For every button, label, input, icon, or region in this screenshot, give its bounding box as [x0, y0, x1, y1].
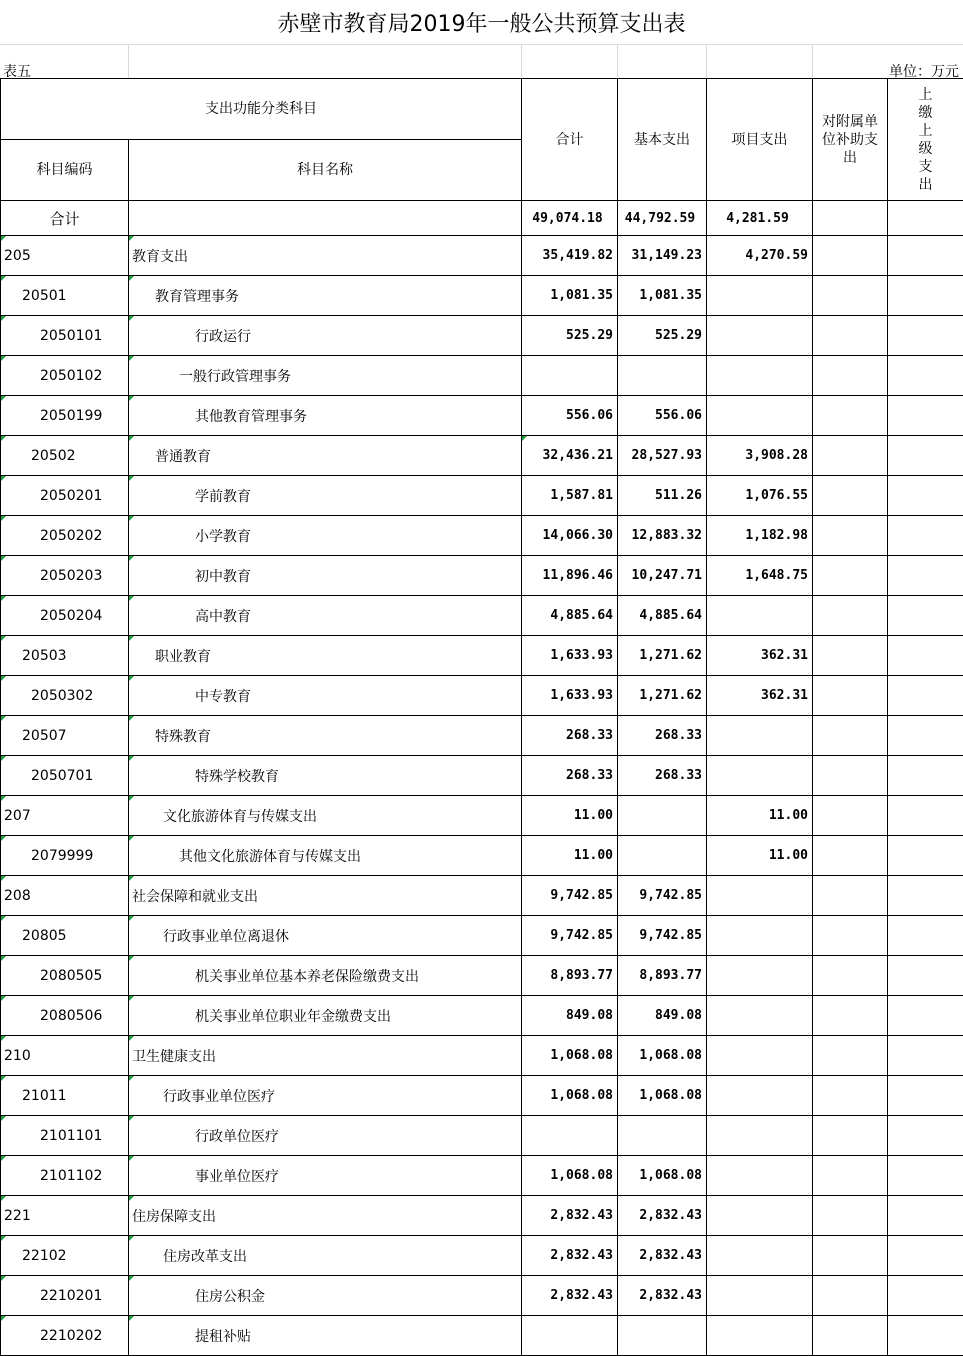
table-row — [1, 676, 963, 716]
row-total: 1,587.81 — [522, 476, 618, 516]
row-upper — [888, 876, 963, 916]
table-row — [1, 836, 963, 876]
header-function-group: 支出功能分类科目 — [1, 79, 522, 140]
table-row — [1, 1036, 963, 1076]
row-subsidy — [813, 596, 888, 636]
row-total: 1,068.08 — [522, 1036, 618, 1076]
table-row — [1, 436, 963, 476]
table-row — [1, 516, 963, 556]
row-total: 11.00 — [522, 836, 618, 876]
row-subsidy — [813, 276, 888, 316]
row-project — [707, 956, 813, 996]
row-basic: 1,271.62 — [618, 676, 707, 716]
table-row — [1, 356, 963, 396]
row-code: 2050102 — [1, 356, 129, 396]
row-upper — [888, 356, 963, 396]
row-subsidy — [813, 836, 888, 876]
row-project — [707, 716, 813, 756]
grid-divider — [812, 44, 813, 78]
row-name: 学前教育 — [129, 476, 522, 516]
total-row — [1, 201, 963, 236]
row-upper — [888, 796, 963, 836]
row-subsidy — [813, 1196, 888, 1236]
row-upper — [888, 1156, 963, 1196]
row-project — [707, 1196, 813, 1236]
table-row — [1, 756, 963, 796]
row-code: 2210201 — [1, 1276, 129, 1316]
row-project — [707, 1276, 813, 1316]
row-name: 提租补贴 — [129, 1316, 522, 1356]
row-subsidy — [813, 956, 888, 996]
row-upper — [888, 316, 963, 356]
table-title: 赤壁市教育局2019年一般公共预算支出表 — [0, 0, 963, 45]
row-basic: 2,832.43 — [618, 1236, 707, 1276]
row-total: 2,832.43 — [522, 1196, 618, 1236]
row-project: 4,270.59 — [707, 236, 813, 276]
row-subsidy — [813, 396, 888, 436]
row-subsidy — [813, 556, 888, 596]
row-basic: 4,885.64 — [618, 596, 707, 636]
row-upper — [888, 1116, 963, 1156]
row-project — [707, 356, 813, 396]
row-upper — [888, 1316, 963, 1356]
row-total — [522, 1116, 618, 1156]
row-project — [707, 756, 813, 796]
row-code: 20503 — [1, 636, 129, 676]
row-basic: 31,149.23 — [618, 236, 707, 276]
row-subsidy — [813, 1036, 888, 1076]
row-basic — [618, 356, 707, 396]
row-code: 2050701 — [1, 756, 129, 796]
row-name: 小学教育 — [129, 516, 522, 556]
table-row — [1, 1156, 963, 1196]
row-basic: 1,068.08 — [618, 1076, 707, 1116]
table-row — [1, 1236, 963, 1276]
row-total: 1,068.08 — [522, 1156, 618, 1196]
row-name: 高中教育 — [129, 596, 522, 636]
row-basic: 9,742.85 — [618, 916, 707, 956]
row-name: 行政事业单位离退休 — [129, 916, 522, 956]
row-total — [522, 1316, 618, 1356]
total-basic: 44,792.59 — [618, 201, 707, 236]
total-name-cell — [129, 201, 522, 236]
header-upper: 上缴上级支出 — [888, 79, 963, 201]
row-basic: 1,081.35 — [618, 276, 707, 316]
header-code: 科目编码 — [1, 140, 129, 201]
row-upper — [888, 716, 963, 756]
total-subsidy — [813, 201, 888, 236]
row-total: 1,081.35 — [522, 276, 618, 316]
row-project: 1,648.75 — [707, 556, 813, 596]
row-code: 2101101 — [1, 1116, 129, 1156]
row-name: 职业教育 — [129, 636, 522, 676]
row-name: 普通教育 — [129, 436, 522, 476]
row-code: 2080505 — [1, 956, 129, 996]
row-code: 2080506 — [1, 996, 129, 1036]
row-name: 社会保障和就业支出 — [129, 876, 522, 916]
row-basic — [618, 1116, 707, 1156]
grid-divider — [706, 44, 707, 78]
row-code: 2050202 — [1, 516, 129, 556]
table-row — [1, 236, 963, 276]
row-code: 205 — [1, 236, 129, 276]
row-basic: 268.33 — [618, 756, 707, 796]
row-project: 11.00 — [707, 836, 813, 876]
row-basic: 849.08 — [618, 996, 707, 1036]
total-project: 4,281.59 — [707, 201, 813, 236]
row-name: 机关事业单位基本养老保险缴费支出 — [129, 956, 522, 996]
row-code: 2050302 — [1, 676, 129, 716]
row-total: 11,896.46 — [522, 556, 618, 596]
row-total: 268.33 — [522, 756, 618, 796]
row-code: 210 — [1, 1036, 129, 1076]
row-subsidy — [813, 996, 888, 1036]
table-number: 表五 — [3, 64, 31, 80]
row-code: 2079999 — [1, 836, 129, 876]
row-basic: 1,068.08 — [618, 1036, 707, 1076]
grid-divider — [128, 44, 129, 78]
row-name: 文化旅游体育与传媒支出 — [129, 796, 522, 836]
row-name: 行政事业单位医疗 — [129, 1076, 522, 1116]
row-upper — [888, 1236, 963, 1276]
row-code: 20507 — [1, 716, 129, 756]
row-total: 1,633.93 — [522, 676, 618, 716]
row-upper — [888, 236, 963, 276]
row-subsidy — [813, 876, 888, 916]
row-basic — [618, 1316, 707, 1356]
row-upper — [888, 476, 963, 516]
row-name: 特殊教育 — [129, 716, 522, 756]
row-basic: 556.06 — [618, 396, 707, 436]
row-basic: 2,832.43 — [618, 1276, 707, 1316]
table-row — [1, 636, 963, 676]
row-project: 1,182.98 — [707, 516, 813, 556]
table-row — [1, 396, 963, 436]
row-total: 556.06 — [522, 396, 618, 436]
row-subsidy — [813, 1316, 888, 1356]
row-basic — [618, 836, 707, 876]
row-total: 32,436.21 — [522, 436, 618, 476]
row-subsidy — [813, 436, 888, 476]
row-upper — [888, 1076, 963, 1116]
row-subsidy — [813, 636, 888, 676]
table-row — [1, 876, 963, 916]
row-project — [707, 276, 813, 316]
row-total: 14,066.30 — [522, 516, 618, 556]
row-code: 22102 — [1, 1236, 129, 1276]
row-code: 208 — [1, 876, 129, 916]
row-upper — [888, 956, 963, 996]
row-upper — [888, 996, 963, 1036]
table-row — [1, 796, 963, 836]
row-name: 住房公积金 — [129, 1276, 522, 1316]
row-code: 20501 — [1, 276, 129, 316]
row-code: 20805 — [1, 916, 129, 956]
row-total: 525.29 — [522, 316, 618, 356]
row-subsidy — [813, 1236, 888, 1276]
row-project: 1,076.55 — [707, 476, 813, 516]
row-project — [707, 396, 813, 436]
row-name: 教育支出 — [129, 236, 522, 276]
row-subsidy — [813, 796, 888, 836]
row-code: 21011 — [1, 1076, 129, 1116]
row-project — [707, 916, 813, 956]
table-row — [1, 1076, 963, 1116]
row-name: 卫生健康支出 — [129, 1036, 522, 1076]
row-total: 1,633.93 — [522, 636, 618, 676]
row-code: 2050203 — [1, 556, 129, 596]
table-row — [1, 276, 963, 316]
row-subsidy — [813, 316, 888, 356]
row-upper — [888, 1036, 963, 1076]
row-upper — [888, 596, 963, 636]
row-project: 11.00 — [707, 796, 813, 836]
row-code: 207 — [1, 796, 129, 836]
row-name: 住房保障支出 — [129, 1196, 522, 1236]
row-total — [522, 356, 618, 396]
row-name: 行政运行 — [129, 316, 522, 356]
row-upper — [888, 676, 963, 716]
row-name: 中专教育 — [129, 676, 522, 716]
row-basic: 1,068.08 — [618, 1156, 707, 1196]
row-name: 其他文化旅游体育与传媒支出 — [129, 836, 522, 876]
table-row — [1, 476, 963, 516]
header-basic: 基本支出 — [618, 79, 707, 201]
row-project — [707, 1156, 813, 1196]
row-code: 2050101 — [1, 316, 129, 356]
table-row — [1, 1116, 963, 1156]
row-upper — [888, 836, 963, 876]
row-code: 2101102 — [1, 1156, 129, 1196]
row-name: 特殊学校教育 — [129, 756, 522, 796]
row-upper — [888, 396, 963, 436]
row-project: 362.31 — [707, 636, 813, 676]
unit-label: 单位：万元 — [889, 64, 959, 80]
row-subsidy — [813, 1276, 888, 1316]
row-name: 行政单位医疗 — [129, 1116, 522, 1156]
table-row — [1, 716, 963, 756]
row-basic: 9,742.85 — [618, 876, 707, 916]
row-total: 2,832.43 — [522, 1276, 618, 1316]
row-subsidy — [813, 716, 888, 756]
row-project: 3,908.28 — [707, 436, 813, 476]
row-basic: 8,893.77 — [618, 956, 707, 996]
row-upper — [888, 276, 963, 316]
row-subsidy — [813, 1156, 888, 1196]
total-upper — [888, 201, 963, 236]
row-total: 2,832.43 — [522, 1236, 618, 1276]
grid-divider — [617, 44, 618, 78]
row-code: 2210202 — [1, 1316, 129, 1356]
row-project — [707, 1316, 813, 1356]
row-upper — [888, 1276, 963, 1316]
row-upper — [888, 756, 963, 796]
table-row — [1, 1196, 963, 1236]
row-project — [707, 876, 813, 916]
row-total: 11.00 — [522, 796, 618, 836]
row-upper — [888, 916, 963, 956]
row-project — [707, 596, 813, 636]
row-total: 4,885.64 — [522, 596, 618, 636]
row-total: 849.08 — [522, 996, 618, 1036]
row-upper — [888, 556, 963, 596]
row-project — [707, 1236, 813, 1276]
total-amount: 49,074.18 — [522, 201, 618, 236]
row-subsidy — [813, 1076, 888, 1116]
header-total: 合计 — [522, 79, 618, 201]
budget-table — [0, 78, 963, 1356]
row-upper — [888, 436, 963, 476]
row-subsidy — [813, 676, 888, 716]
row-name: 初中教育 — [129, 556, 522, 596]
row-subsidy — [813, 1116, 888, 1156]
row-basic: 10,247.71 — [618, 556, 707, 596]
row-name: 住房改革支出 — [129, 1236, 522, 1276]
table-row — [1, 316, 963, 356]
row-name: 其他教育管理事务 — [129, 396, 522, 436]
row-name: 事业单位医疗 — [129, 1156, 522, 1196]
row-subsidy — [813, 236, 888, 276]
header-project: 项目支出 — [707, 79, 813, 201]
row-project — [707, 1116, 813, 1156]
row-code: 2050204 — [1, 596, 129, 636]
row-upper — [888, 1196, 963, 1236]
row-project — [707, 996, 813, 1036]
row-basic: 511.26 — [618, 476, 707, 516]
row-total: 9,742.85 — [522, 876, 618, 916]
row-name: 机关事业单位职业年金缴费支出 — [129, 996, 522, 1036]
header-name: 科目名称 — [129, 140, 522, 201]
row-subsidy — [813, 356, 888, 396]
row-code: 2050201 — [1, 476, 129, 516]
table-row — [1, 556, 963, 596]
row-code: 2050199 — [1, 396, 129, 436]
row-name: 教育管理事务 — [129, 276, 522, 316]
row-code: 20502 — [1, 436, 129, 476]
row-total: 8,893.77 — [522, 956, 618, 996]
row-basic: 28,527.93 — [618, 436, 707, 476]
total-label: 合计 — [1, 201, 129, 236]
row-project — [707, 316, 813, 356]
table-row — [1, 596, 963, 636]
row-total: 9,742.85 — [522, 916, 618, 956]
table-row — [1, 1316, 963, 1356]
row-subsidy — [813, 756, 888, 796]
row-code: 221 — [1, 1196, 129, 1236]
row-subsidy — [813, 916, 888, 956]
table-row — [1, 1276, 963, 1316]
table-row — [1, 996, 963, 1036]
row-basic: 1,271.62 — [618, 636, 707, 676]
row-upper — [888, 516, 963, 556]
row-subsidy — [813, 516, 888, 556]
row-basic — [618, 796, 707, 836]
row-basic: 268.33 — [618, 716, 707, 756]
row-project: 362.31 — [707, 676, 813, 716]
header-subsidy: 对附属单位补助支出 — [813, 79, 888, 201]
row-upper — [888, 636, 963, 676]
row-basic: 525.29 — [618, 316, 707, 356]
row-total: 35,419.82 — [522, 236, 618, 276]
row-name: 一般行政管理事务 — [129, 356, 522, 396]
row-basic: 12,883.32 — [618, 516, 707, 556]
row-project — [707, 1036, 813, 1076]
table-row — [1, 956, 963, 996]
row-project — [707, 1076, 813, 1116]
row-total: 1,068.08 — [522, 1076, 618, 1116]
row-subsidy — [813, 476, 888, 516]
row-basic: 2,832.43 — [618, 1196, 707, 1236]
table-row — [1, 916, 963, 956]
row-total: 268.33 — [522, 716, 618, 756]
grid-divider — [521, 44, 522, 78]
